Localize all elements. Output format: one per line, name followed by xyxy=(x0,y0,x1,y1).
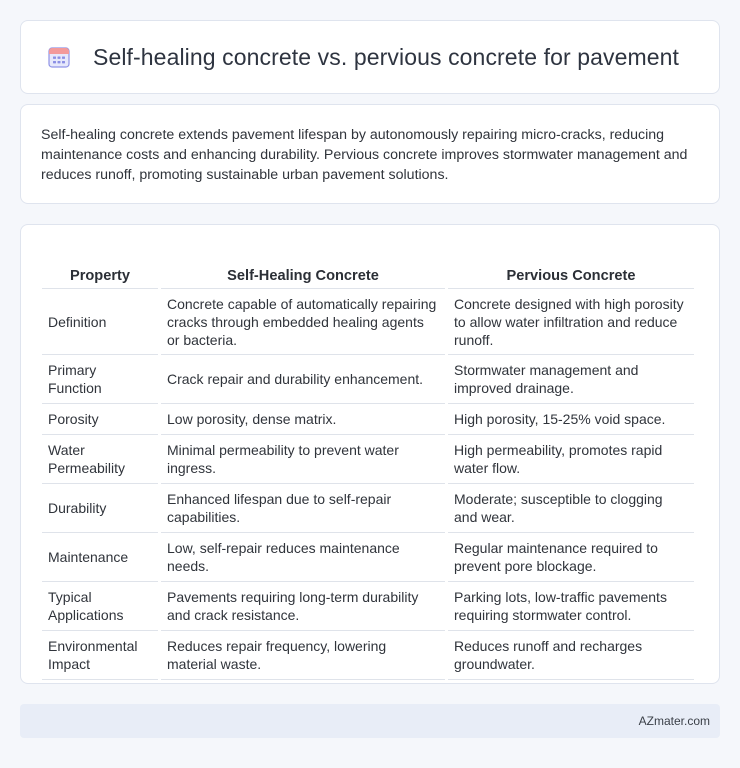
pervious-cell: Moderate; susceptible to clogging and wear. xyxy=(448,484,694,533)
table-row xyxy=(42,484,694,533)
pervious-cell: Regular maintenance required to prevent pore blockage. xyxy=(448,533,694,582)
table-row xyxy=(42,289,694,355)
self-healing-cell: Minimal permeability to prevent water ingress. xyxy=(161,435,445,484)
self-healing-cell: Enhanced lifespan due to self-repair capabilities. xyxy=(161,484,445,533)
title-card xyxy=(20,20,720,94)
pervious-cell: Concrete designed with high porosity to allow water infiltration and reduce runoff. xyxy=(448,289,694,355)
column-header-property: Property xyxy=(42,245,158,289)
pervious-cell: Parking lots, low-traffic pavements requiring stormwater control. xyxy=(448,582,694,631)
pervious-cell: High porosity, 15-25% void space. xyxy=(448,404,694,435)
self-healing-cell: Concrete capable of automatically repairing cracks through embedded healing agents or bacteria. xyxy=(161,289,445,355)
table-row xyxy=(42,404,694,435)
table-row xyxy=(42,533,694,582)
comparison-table-card xyxy=(20,224,720,684)
comparison-table xyxy=(39,245,697,680)
table-row xyxy=(42,435,694,484)
self-healing-cell: Low, self-repair reduces maintenance needs. xyxy=(161,533,445,582)
pervious-cell: Reduces runoff and recharges groundwater. xyxy=(448,631,694,680)
table-row xyxy=(42,631,694,680)
table-row xyxy=(42,582,694,631)
table-row xyxy=(42,355,694,404)
property-cell: Maintenance xyxy=(42,533,158,582)
property-cell: Water Permeability xyxy=(42,435,158,484)
self-healing-cell: Reduces repair frequency, lowering material waste. xyxy=(161,631,445,680)
self-healing-cell: Low porosity, dense matrix. xyxy=(161,404,445,435)
summary-card xyxy=(20,104,720,204)
property-cell: Porosity xyxy=(42,404,158,435)
pervious-cell: Stormwater management and improved drainage. xyxy=(448,355,694,404)
page-title: Self-healing concrete vs. pervious concrete for pavement xyxy=(93,43,680,70)
calendar-icon xyxy=(47,45,71,69)
summary-text: Self-healing concrete extends pavement lifespan by autonomously repairing micro-cracks, reducing maintenance costs and enhancing durability. Pervious concrete improves stormwater management and reduces runoff, promoting sustainable urban pavement solutions. xyxy=(41,127,688,183)
table-header-row xyxy=(42,245,694,289)
self-healing-cell: Pavements requiring long-term durability and crack resistance. xyxy=(161,582,445,631)
column-header-pervious: Pervious Concrete xyxy=(448,245,694,289)
property-cell: Primary Function xyxy=(42,355,158,404)
property-cell: Definition xyxy=(42,289,158,355)
property-cell: Durability xyxy=(42,484,158,533)
footer-source-link[interactable]: AZmater.com xyxy=(638,714,710,728)
footer-bar xyxy=(20,704,720,738)
property-cell: Typical Applications xyxy=(42,582,158,631)
pervious-cell: High permeability, promotes rapid water flow. xyxy=(448,435,694,484)
column-header-self-healing: Self-Healing Concrete xyxy=(161,245,445,289)
self-healing-cell: Crack repair and durability enhancement. xyxy=(161,355,445,404)
property-cell: Environmental Impact xyxy=(42,631,158,680)
